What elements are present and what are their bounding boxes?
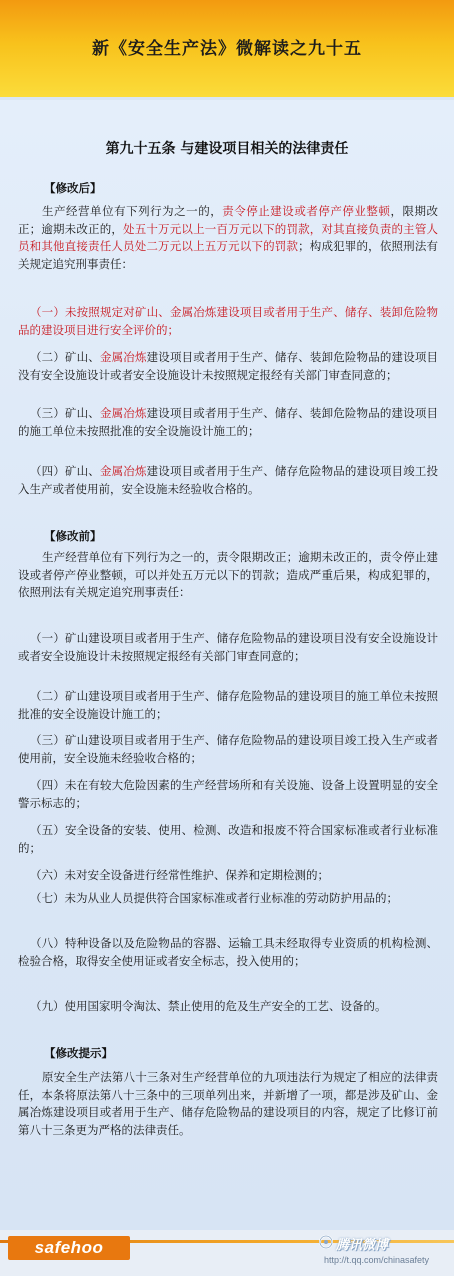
after-intro-e: ；构成犯罪的，依照刑法有关规定追究刑事责任： [18,239,439,271]
logo-text: safehoo [34,1238,104,1257]
article-body [0,100,454,1230]
after-item-3-b: 金属冶炼 [99,406,147,420]
before-item-6: （六）未对安全设备进行经常性维护、保养和定期检测的； [30,868,329,882]
tips-text: 原安全生产法第八十三条对生产经营单位的九项违法行为规定了相应的法律责任，本条将原法第八十三条中的三项单列出来，并新增了一项，都是涉及矿山、金属冶炼建设项目或者用于生产、储存危险物品的建设项目的内容，规定了比修订前第八十三条更为严格的法律责任。 [18,1070,438,1137]
weibo-label[interactable]: 腾讯微博 [336,1238,389,1253]
header-banner [0,0,454,100]
after-intro-b: 责令停止建设或者停产停业整顿 [222,204,391,218]
safehoo-logo[interactable] [8,1236,130,1260]
before-item-9: （九）使用国家明令淘汰、禁止使用的危及生产安全的工艺、设备的。 [30,999,387,1013]
before-item-3: （三）矿山建设项目或者用于生产、储存危险物品的建设项目竣工投入生产或者使用前，安全设施未经验收合格的； [18,733,438,765]
after-intro [18,203,438,273]
before-intro: 生产经营单位有下列行为之一的，责令限期改正；逾期未改正的，责令停止建设或者停产停业整顿，可以并处五万元以下的罚款；造成严重后果，构成犯罪的，依照刑法有关规定追究刑事责任： [18,550,438,599]
after-item-2-a: （二）矿山、 [30,350,100,364]
after-item-1: （一）未按照规定对矿山、金属冶炼建设项目或者用于生产、储存、装卸危险物品的建设项目进行安全评价的； [18,305,438,337]
tips-heading: 【修改提示】 [44,1046,113,1060]
after-item-4-a: （四）矿山、 [30,464,100,478]
before-item-8: （八）特种设备以及危险物品的容器、运输工具未经取得专业资质的机构检测、检验合格，取得安全使用证或者安全标志，投入使用的； [18,936,438,968]
after-item-2-b: 金属冶炼 [99,350,147,364]
article-title: 第九十五条 与建设项目相关的法律责任 [105,141,349,157]
after-intro-d: 处五十万元以上一百万元以下的罚款，对其直接负责的主管人员和其他直接责任人员处二万元以上五万元以下的罚款 [18,221,439,253]
after-item-3 [18,405,438,440]
before-item-5: （五）安全设备的安装、使用、检测、改造和报废不符合国家标准或者行业标准的； [18,823,438,855]
before-item-4: （四）未在有较大危险因素的生产经营场所和有关设施、设备上设置明显的安全警示标志的； [18,778,438,810]
after-item-3-c: 建设项目或者用于生产、储存、装卸危险物品的建设项目的施工单位未按照批准的安全设施设计施工的； [18,406,439,438]
after-item-3-a: （三）矿山、 [30,406,100,420]
after-item-2-c: 建设项目或者用于生产、储存、装卸危险物品的建设项目没有安全设施设计或者安全设施设计未按照规定报经有关部门审查同意的； [18,350,439,382]
after-item-2 [18,349,438,384]
after-heading: 【修改后】 [44,181,102,195]
after-intro-a: 生产经营单位有下列行为之一的， [42,204,223,218]
weibo-url[interactable]: http://t.qq.com/chinasafety [324,1255,430,1265]
banner-title: 新《安全生产法》微解读之九十五 [92,39,362,59]
before-heading: 【修改前】 [44,529,102,543]
after-item-4-b: 金属冶炼 [99,464,147,478]
before-item-2: （二）矿山建设项目或者用于生产、储存危险物品的建设项目的施工单位未按照批准的安全设施设计施工的； [18,689,438,721]
before-item-7: （七）未为从业人员提供符合国家标准或者行业标准的劳动防护用品的； [30,891,398,905]
after-item-4-c: 建设项目或者用于生产、储存危险物品的建设项目竣工投入生产或者使用前，安全设施未经验收合格的。 [18,464,439,496]
after-intro-c: ，限期改正；逾期未改正的， [18,204,438,236]
weibo-icon [318,1234,334,1250]
after-item-4 [18,463,438,498]
before-item-1: （一）矿山建设项目或者用于生产、储存危险物品的建设项目没有安全设施设计或者安全设施设计未按照规定报经有关部门审查同意的； [18,631,438,663]
